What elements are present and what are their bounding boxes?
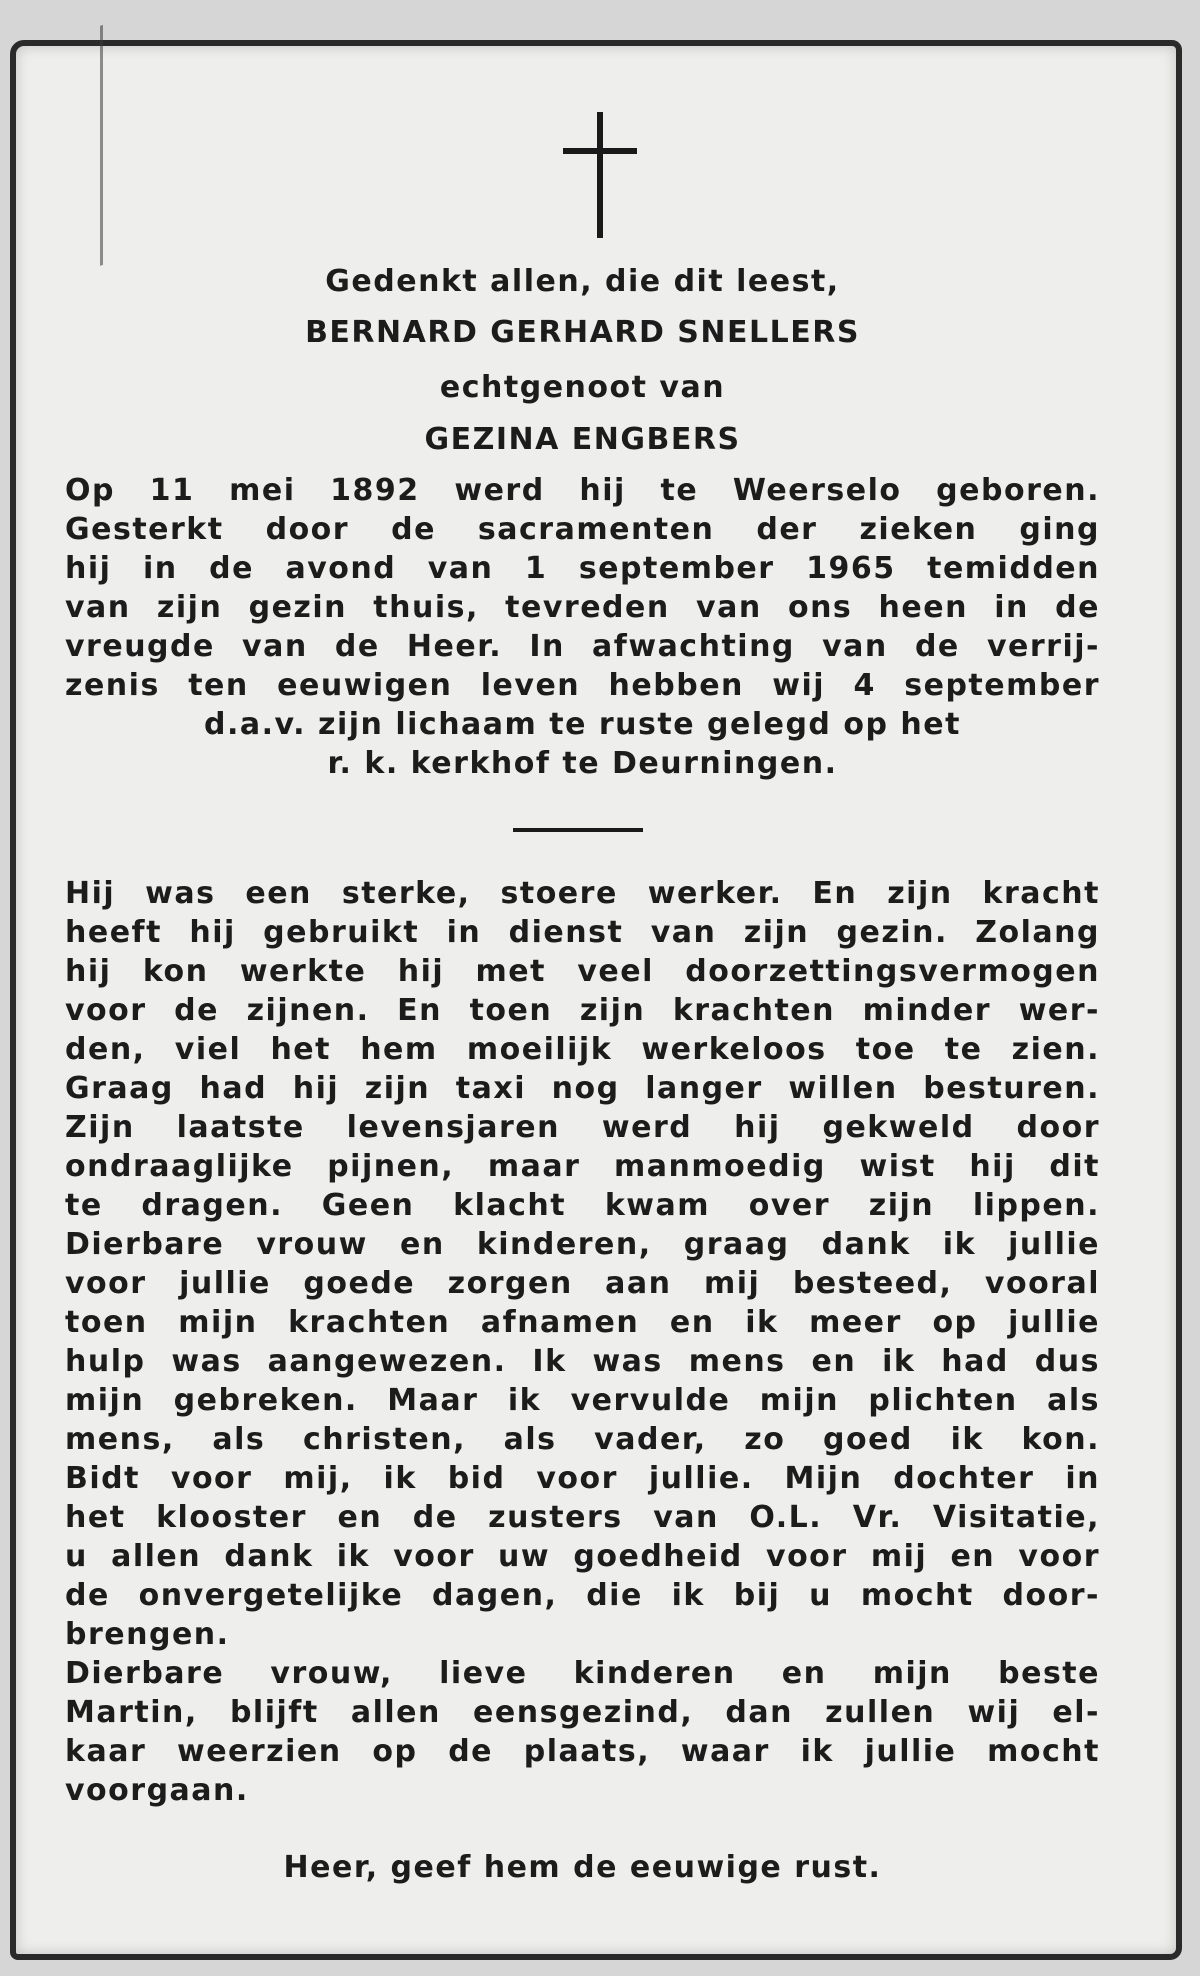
text-line: het klooster en de zusters van O.L. Vr. Visitatie, xyxy=(65,1502,1100,1534)
text-line: Zijn laatste levensjaren werd hij gekweld door xyxy=(65,1112,1100,1144)
bio-line: vreugde van de Heer. In afwachting van de verrij- xyxy=(65,631,1100,663)
text-line: Dierbare vrouw en kinderen, graag dank ik jullie xyxy=(65,1229,1100,1261)
bio-line: Gesterkt door de sacramenten der zieken ging xyxy=(65,514,1100,546)
text-line: toen mijn krachten afnamen en ik meer op jullie xyxy=(65,1307,1100,1339)
text-line: hulp was aangewezen. Ik was mens en ik had dus xyxy=(65,1346,1100,1378)
bio-line: van zijn gezin thuis, tevreden van ons heen in de xyxy=(65,592,1100,624)
text-line: mijn gebreken. Maar ik vervulde mijn plichten als xyxy=(65,1385,1100,1417)
torn-corner xyxy=(10,25,103,295)
text-line: mens, als christen, als vader, zo goed ik kon. xyxy=(65,1424,1100,1456)
bio-line: d.a.v. zijn lichaam te ruste gelegd op het xyxy=(204,709,961,741)
text-line: Hij was een sterke, stoere werker. En zijn kracht xyxy=(65,878,1100,910)
text-line: heeft hij gebruikt in dienst van zijn gezin. Zolang xyxy=(65,917,1100,949)
text-line: brengen. xyxy=(65,1619,230,1651)
intro-line: Gedenkt allen, die dit leest, xyxy=(325,266,840,298)
text-line: de onvergetelijke dagen, die ik bij u mocht door- xyxy=(65,1580,1100,1612)
text-line: Bidt voor mij, ik bid voor jullie. Mijn dochter in xyxy=(65,1463,1100,1495)
bio-line: hij in de avond van 1 september 1965 temidden xyxy=(65,553,1100,585)
spouse-prefix: echtgenoot van xyxy=(439,372,726,404)
text-line: ondraaglijke pijnen, maar manmoedig wist hij dit xyxy=(65,1151,1100,1183)
bio-line: Op 11 mei 1892 werd hij te Weerselo geboren. xyxy=(65,475,1100,507)
text-line: Graag had hij zijn taxi nog langer willen besturen. xyxy=(65,1073,1100,1105)
spouse-name: GEZINA ENGBERS xyxy=(424,424,741,456)
text-line: voor de zijnen. En toen zijn krachten minder wer- xyxy=(65,995,1100,1027)
text-line: te dragen. Geen klacht kwam over zijn lippen. xyxy=(65,1190,1100,1222)
closing-prayer: Heer, geef hem de eeuwige rust. xyxy=(283,1852,882,1884)
text-line: kaar weerzien op de plaats, waar ik jullie mocht xyxy=(65,1736,1100,1768)
text-line: Martin, blijft allen eensgezind, dan zullen wij el- xyxy=(65,1697,1100,1729)
text-line: voorgaan. xyxy=(65,1775,249,1807)
text-line: voor jullie goede zorgen aan mij besteed, vooral xyxy=(65,1268,1100,1300)
section-divider xyxy=(513,828,643,832)
text-line: den, viel het hem moeilijk werkeloos toe te zien. xyxy=(65,1034,1100,1066)
bio-line: r. k. kerkhof te Deurningen. xyxy=(327,748,838,780)
text-line: Dierbare vrouw, lieve kinderen en mijn beste xyxy=(65,1658,1100,1690)
deceased-name: BERNARD GERHARD SNELLERS xyxy=(305,317,860,349)
bio-line: zenis ten eeuwigen leven hebben wij 4 september xyxy=(65,670,1100,702)
text-line: hij kon werkte hij met veel doorzettingsvermogen xyxy=(65,956,1100,988)
cross-icon xyxy=(563,112,637,238)
text-line: u allen dank ik voor uw goedheid voor mij en voor xyxy=(65,1541,1100,1573)
